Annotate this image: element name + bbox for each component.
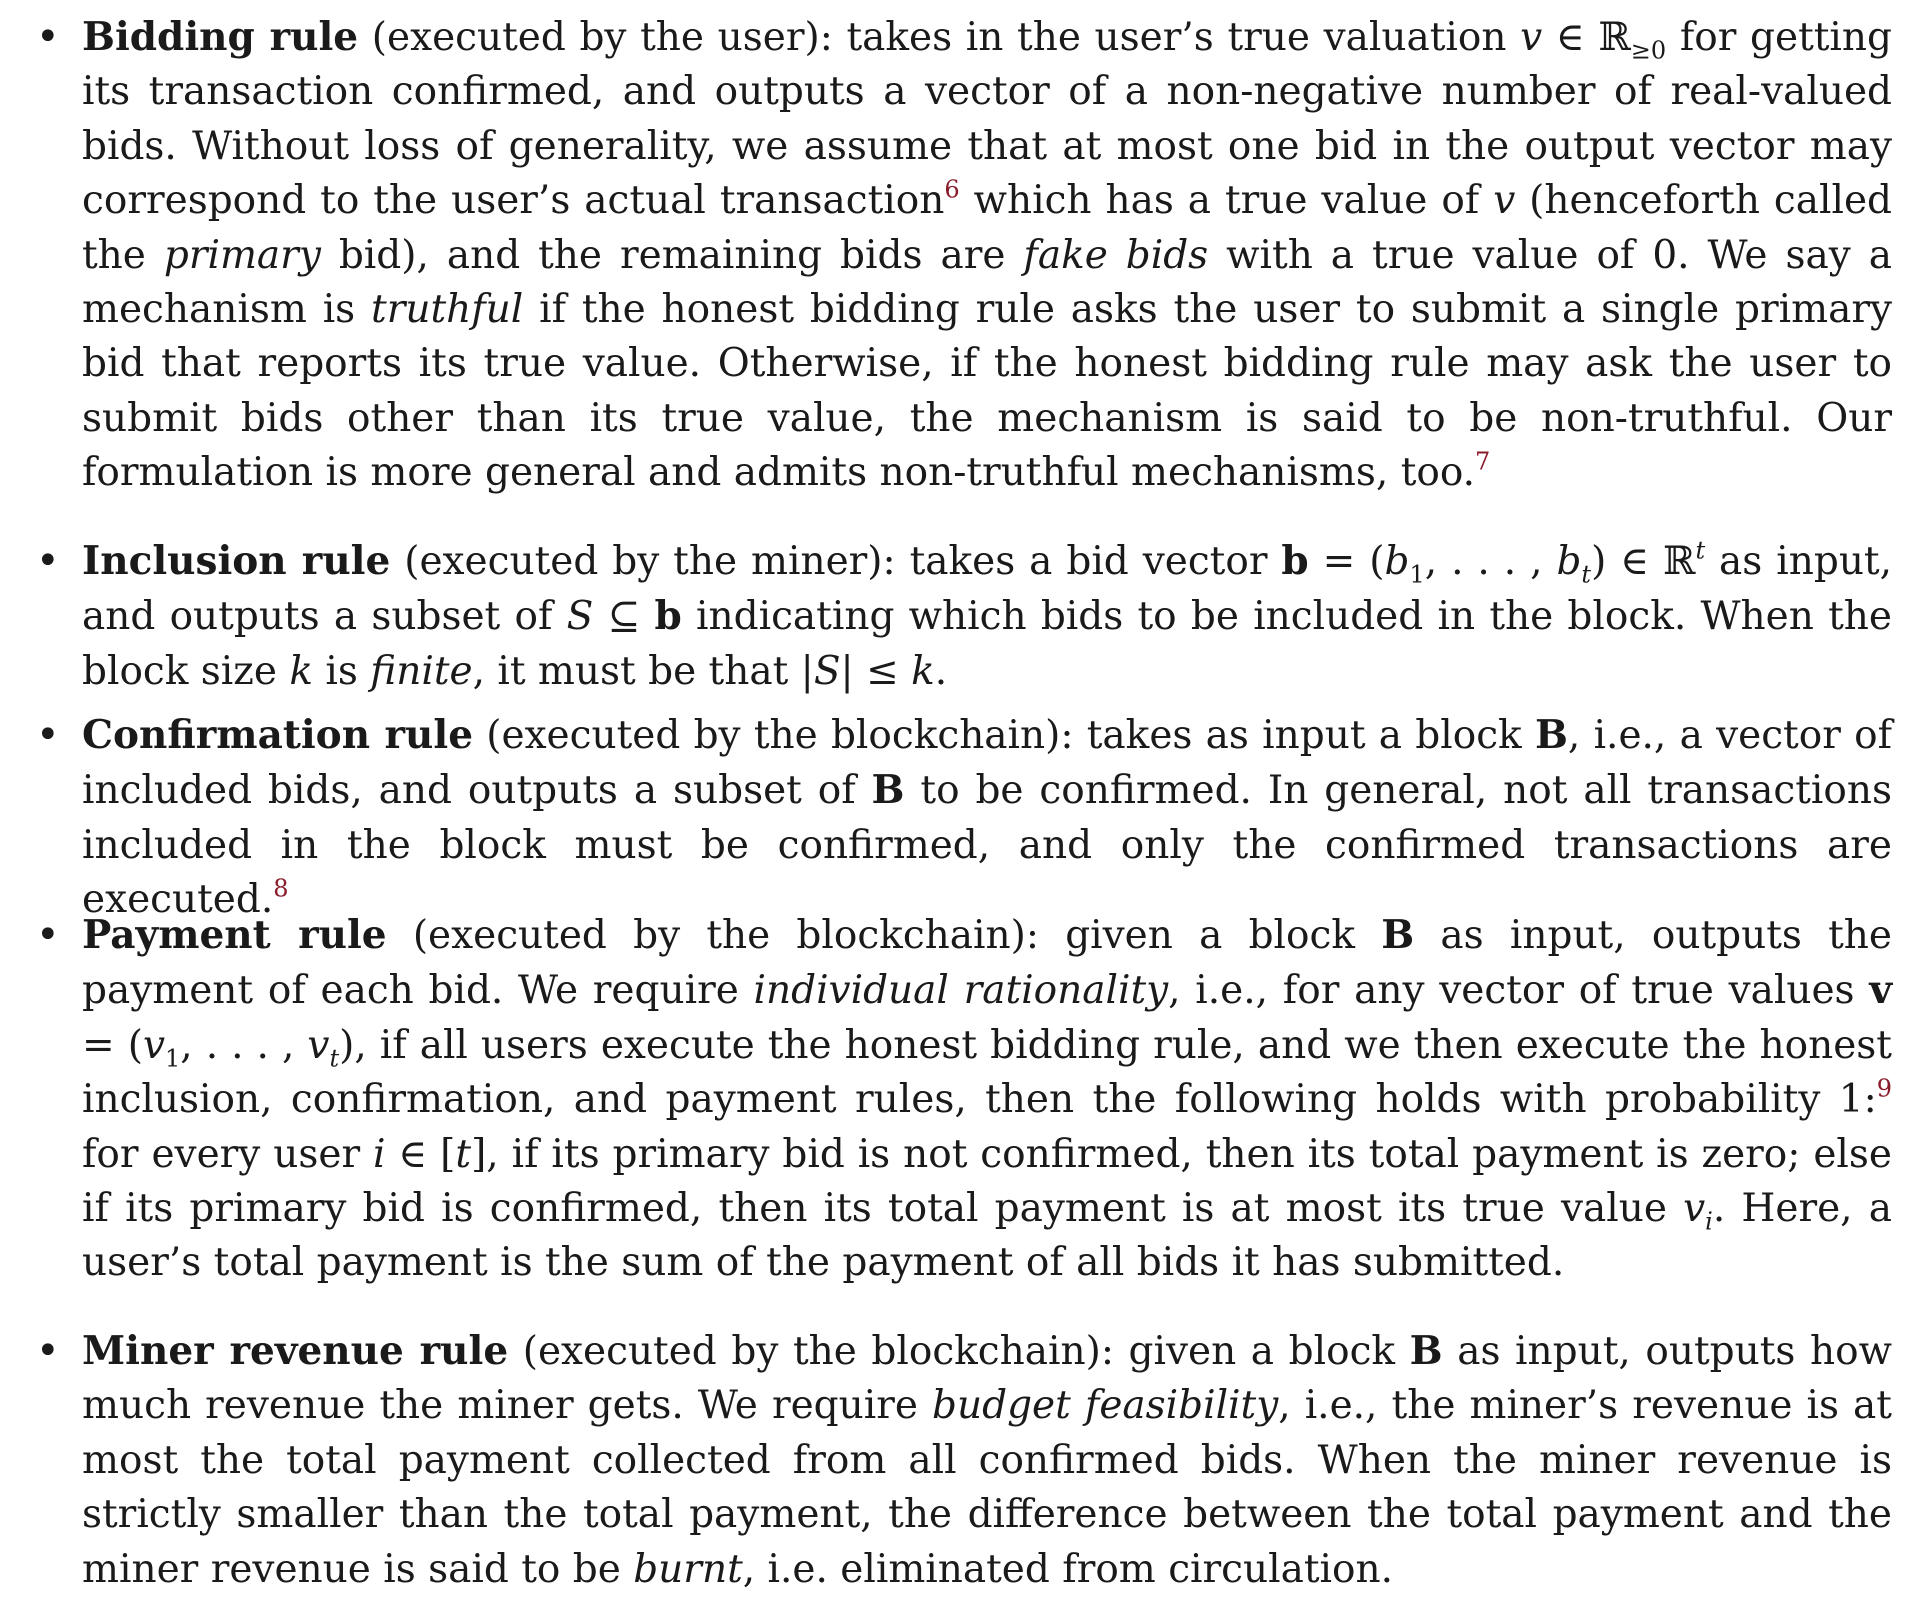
item-miner-revenue-rule: Miner revenue rule (executed by the blockchain): given a block B as input, outputs how much revenue the miner gets. We require budget feasibility, i.e., the miner’s revenue is at most the total payment collected from all confirmed bids. When the miner revenue is strictly smaller than the total payment, the difference between the total payment and the miner revenue is said to be burnt, i.e. eliminated from circulation. [82, 1328, 1892, 1592]
item-title: Payment rule [82, 912, 387, 958]
bullet-inclusion-rule: • [36, 538, 60, 584]
item-confirmation-rule: Confirmation rule (executed by the blockchain): takes as input a block B, i.e., a vector of included bids, and outputs a subset of B to be confirmed. In general, not all transactions included in the block must be confirmed, and only the confirmed transactions are executed.$^8$ [82, 712, 1893, 923]
item-title: Bidding rule [82, 14, 359, 60]
item-title: Confirmation rule [82, 712, 474, 758]
item-inclusion-rule: Inclusion rule (executed by the miner): takes a bid vector $b = (b_1$, . . . , $b_t$) ∈ ℝ$^t$ as input, and outputs a subset of S ⊆ b indicating which bids to be included in the block. When the block size k is finite, it must be that |S| ≤ k. [82, 536, 1893, 694]
bullet-miner-revenue-rule: • [36, 1328, 60, 1374]
bullet-confirmation-rule: • [36, 712, 60, 758]
bullet-bidding-rule: • [36, 14, 60, 60]
footnote-ref[interactable]: 7 [1475, 447, 1491, 476]
footnote-ref[interactable]: 9 [1876, 1074, 1892, 1103]
footnote-ref[interactable]: 6 [944, 175, 960, 204]
footnote-ref[interactable]: 8 [273, 874, 289, 903]
item-payment-rule: Payment rule (executed by the blockchain): given a block B as input, outputs the payment of each bid. We require individual rationality, i.e., for any vector of true values $v = (v_1$, . . . , $v_t$), if all users execute the honest bidding rule, and we then execute the honest inclusion, confirmation, and payment rules, then the following holds with probability 1:$^9$ for every user i ∈ [t], if its primary bid is not confirmed, then its total payment is zero; else if its primary bid is confirmed, then its total payment is at most its true value $v_i$. Here, a user’s total payment is the sum of the payment of all bids it has submitted. [82, 912, 1892, 1286]
item-bidding-rule: Bidding rule (executed by the user): takes in the user’s true valuation v ∈ ℝ$_{\ge 0}$ for getting its transaction confirmed, and outputs a vector of a non-negative number of real-valued bids. Without loss of generality, we assume that at most one bid in the output vector may correspond to the user’s actual transaction$^6$ which has a true value of v (henceforth called the primary bid), and the remaining bids are fake bids with a true value of 0. We say a mechanism is truthful if the honest bidding rule asks the user to submit a single primary bid that reports its true value. Otherwise, if the honest bidding rule may ask the user to submit bids other than its true value, the mechanism is said to be non-truthful. Our formulation is more general and admits non-truthful mechanisms, too.$^7$ [82, 14, 1892, 496]
bullet-payment-rule: • [36, 912, 60, 958]
item-title: Miner revenue rule [82, 1328, 509, 1374]
item-title: Inclusion rule [82, 538, 391, 584]
